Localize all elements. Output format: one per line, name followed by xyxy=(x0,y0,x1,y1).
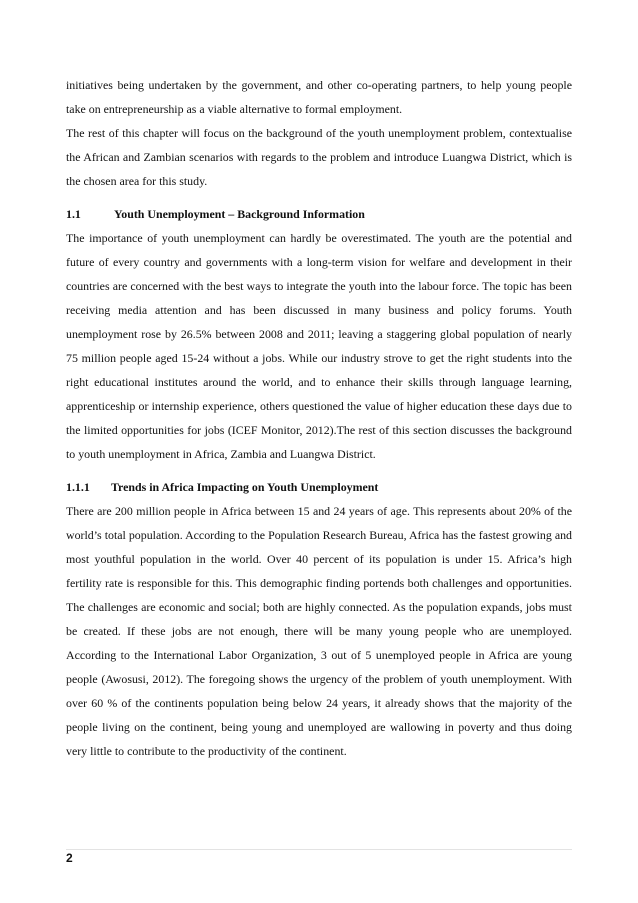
document-page xyxy=(66,73,572,763)
section-heading-1-1-1 xyxy=(66,475,572,499)
intro-paragraph-2: The rest of this chapter will focus on the background of the youth unemployment problem, contextualise the African and Zambian scenarios with regards to the problem and introduce Luangwa District, which is the chosen area for this study. xyxy=(66,126,572,188)
footer-divider xyxy=(66,849,572,850)
page-number: 2 xyxy=(66,851,73,865)
section-number: 1.1 xyxy=(66,207,81,221)
section-body-1-1-1: There are 200 million people in Africa between 15 and 24 years of age. This represents about 20% of the world’s total population. According to the Population Research Bureau, Africa has the fastest growing and most youthful population in the world. Over 40 percent of its population is under 15. Africa’s high fertility rate is responsible for this. This demographic finding portends both challenges and opportunities. The challenges are economic and social; both are highly connected. As the population expands, jobs must be created. If these jobs are not enough, there will be many young people who are unemployed. According to the International Labor Organization, 3 out of 5 unemployed people in Africa are young people (Awosusi, 2012). The foregoing shows the urgency of the problem of youth unemployment. With over 60 % of the continents population being below 24 years, it already shows that the majority of the people living on the continent, being young and unemployed are wallowing in poverty and thus doing very little to contribute to the productivity of the continent. xyxy=(66,504,572,758)
section-title: Youth Unemployment – Background Information xyxy=(114,207,365,221)
intro-paragraph-1: initiatives being undertaken by the government, and other co-operating partners, to help young people take on entrepreneurship as a viable alternative to formal employment. xyxy=(66,78,572,116)
subsection-title: Trends in Africa Impacting on Youth Unemployment xyxy=(111,480,379,494)
section-heading-1-1 xyxy=(66,202,572,226)
subsection-number: 1.1.1 xyxy=(66,480,90,494)
section-body-1-1: The importance of youth unemployment can hardly be overestimated. The youth are the potential and future of every country and governments with a long-term vision for welfare and development in their countries are concerned with the best ways to integrate the youth into the labour force. The topic has been receiving media attention and has been discussed in many business and policy forums. Youth unemployment rose by 26.5% between 2008 and 2011; leaving a staggering global population of nearly 75 million people aged 15-24 without a jobs. While our industry strove to get the right students into the right educational institutes around the world, and to enhance their skills through language learning, apprenticeship or internship experience, others questioned the value of higher education these days due to the limited opportunities for jobs (ICEF Monitor, 2012).The rest of this section discusses the background to youth unemployment in Africa, Zambia and Luangwa District. xyxy=(66,231,572,461)
